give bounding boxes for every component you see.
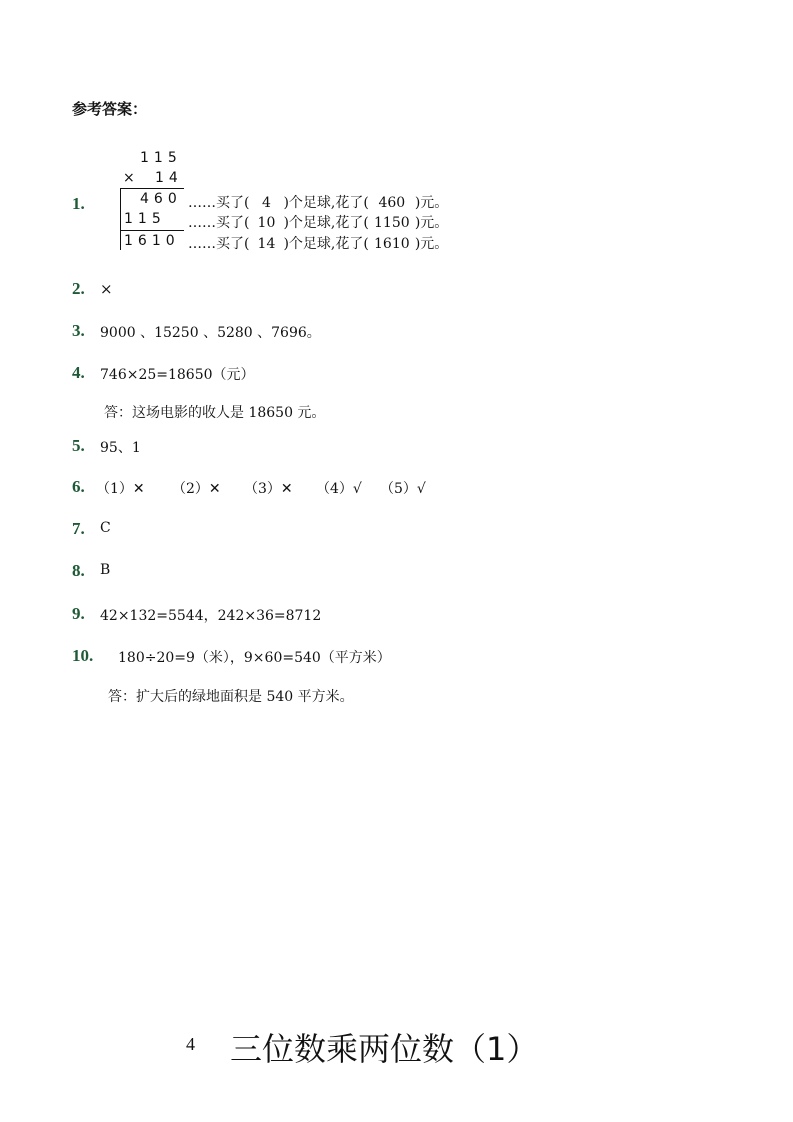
- q1-cost-blank: 1150: [374, 215, 410, 231]
- q1-count-blank: 14: [257, 236, 276, 252]
- q8-answer: B: [100, 562, 111, 578]
- q1-number: 1.: [72, 194, 85, 213]
- q1-row-suffix: )元。: [414, 236, 449, 252]
- q6-item-5: （5）√: [380, 481, 426, 497]
- q7-answer: C: [100, 520, 111, 536]
- q10-number: 10.: [72, 646, 94, 665]
- q10-answer-sentence: 答：扩大后的绿地面积是 540 平方米。: [108, 689, 354, 705]
- q1-count-blank: 4: [262, 195, 271, 211]
- q1-line-bottom: [120, 230, 184, 231]
- q1-partial2: 115: [124, 211, 166, 227]
- q1-result: 1610: [124, 233, 180, 249]
- q1-row-prefix: ……买了(: [188, 236, 250, 252]
- page-number: 4: [186, 1034, 195, 1054]
- q5-number: 5.: [72, 436, 85, 455]
- q1-row-2: [188, 212, 448, 232]
- q5-answer: 95、1: [100, 440, 141, 456]
- q3-number: 3.: [72, 321, 85, 340]
- q1-cost-blank: 460: [378, 195, 406, 211]
- q1-row-mid: )个足球,花了(: [283, 236, 369, 252]
- q6-item-3: （3）✕: [244, 481, 293, 497]
- answer-heading: 参考答案：: [72, 100, 148, 118]
- q3-answer: 9000 、15250 、5280 、7696。: [100, 325, 321, 341]
- q1-row-mid: )个足球,花了(: [283, 195, 369, 211]
- q1-multiplicand: 115: [140, 150, 182, 166]
- q7-number: 7.: [72, 519, 85, 538]
- q1-row-3: [188, 233, 448, 253]
- q1-count-blank: 10: [257, 215, 276, 231]
- q4-equation: 746×25=18650（元）: [100, 367, 255, 383]
- q1-vertical-rule: [120, 188, 121, 250]
- q1-row-prefix: ……买了(: [188, 215, 250, 231]
- q2-answer: ×: [100, 280, 113, 298]
- q1-partial1: 460: [140, 191, 182, 207]
- q1-row-mid: )个足球,花了(: [283, 215, 369, 231]
- q1-multiply-sign: ×: [123, 170, 140, 186]
- q9-number: 9.: [72, 604, 85, 623]
- q1-line-top: [120, 188, 184, 189]
- q1-row-prefix: ……买了(: [188, 195, 250, 211]
- q1-row-suffix: )元。: [414, 195, 449, 211]
- q1-row-suffix: )元。: [414, 215, 449, 231]
- q10-equation: 180÷20=9（米），9×60=540（平方米）: [118, 650, 391, 666]
- q1-cost-blank: 1610: [374, 236, 410, 252]
- q6-item-2: （2）✕: [172, 481, 221, 497]
- q6-item-1: （1）✕: [96, 481, 145, 497]
- q4-answer-sentence: 答：这场电影的收人是 18650 元。: [104, 405, 326, 421]
- q4-number: 4.: [72, 363, 85, 382]
- q9-answer: 42×132=5544，242×36=8712: [100, 608, 322, 624]
- q6-number: 6.: [72, 477, 85, 496]
- q1-multiplier: 14: [155, 170, 183, 186]
- q8-number: 8.: [72, 561, 85, 580]
- q1-row-1: [188, 192, 448, 212]
- unit-title: 三位数乘两位数（1）: [230, 1030, 539, 1068]
- q2-number: 2.: [72, 279, 85, 298]
- q6-item-4: （4）√: [316, 481, 362, 497]
